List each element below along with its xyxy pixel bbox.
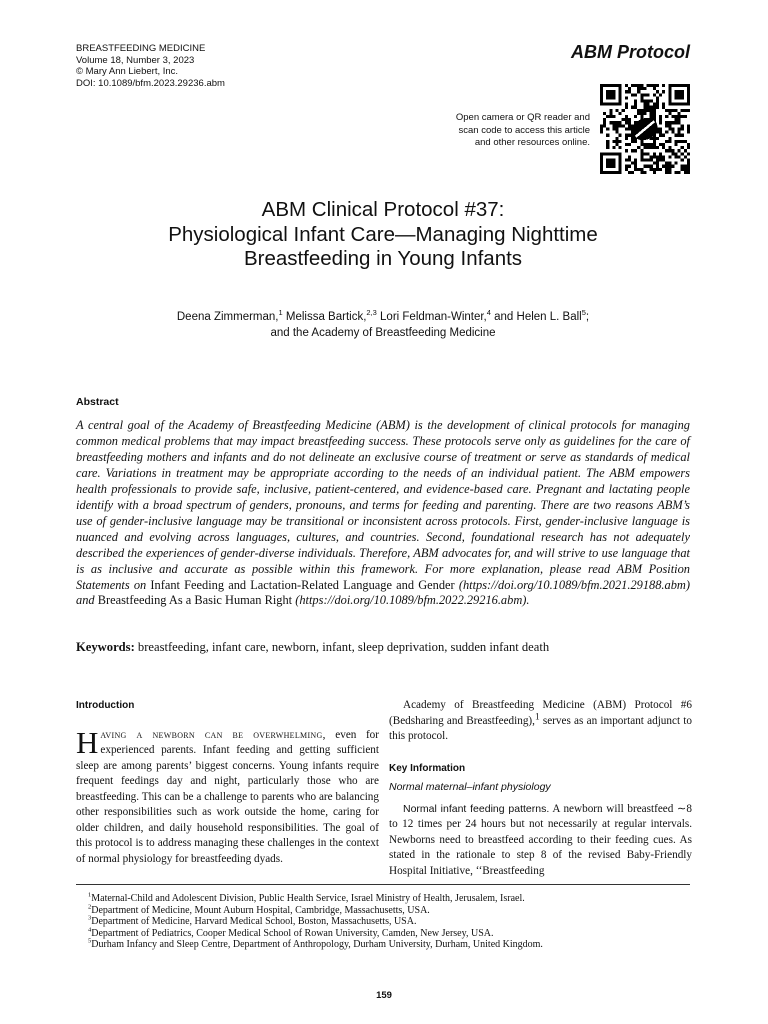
footnote-2-number: 2 <box>88 903 92 911</box>
physiology-subheading: Normal maternal–infant physiology <box>389 781 551 793</box>
author-line-1 <box>76 309 690 325</box>
footnote-3 <box>88 916 543 928</box>
protocol-reference-paragraph <box>389 698 692 745</box>
ref-para-end: serves as an important adjunct to this protocol. <box>389 714 692 742</box>
footnote-5-text: Durham Infancy and Sleep Centre, Department of Anthropology, Durham University, Durham, United Kingdom. <box>91 939 543 951</box>
introduction-heading: Introduction <box>76 700 135 711</box>
abstract-heading: Abstract <box>76 396 119 408</box>
author-4: and Helen L. Ball <box>490 311 582 323</box>
affiliation-footnotes <box>88 893 543 951</box>
footnote-3-text: Department of Medicine, Harvard Medical School, Boston, Massachusetts, USA. <box>91 916 417 928</box>
qr-line-2: scan code to access this article <box>458 124 590 136</box>
author-3-affil: 4 <box>486 308 491 318</box>
qr-line-3: and other resources online. <box>474 137 590 148</box>
feeding-patterns-text: A newborn will breastfeed ∼8 to 12 times per 24 hours but not necessarily at regular intervals. Newborns need to breastfeed according to their feeding cues. As stated in the rationale to step 8 of the revised Baby-Friendly Hospital Initiative, ‘‘Breastfeeding <box>389 802 692 877</box>
abstract-body: A central goal of the Academy of Breastfeeding Medicine (ABM) is the development of clinical protocols for managing common medical problems that may impact breastfeeding success. These protocols serve only as guidelines for the care of breastfeeding mothers and infants and do not delineate an exclusive course of treatment or serve as standards of medical care. Variations in treatment may be appropriate according to the needs of an individual patient. The ABM empowers health professionals to provide safe, inclusive, patient-centered, and evidence-based care. Pregnant and lactating people identify with a broad spectrum of genders, pronouns, and terms for feeding and parenting. There are two reasons ABM’s use of gender-inclusive language may be transitional or inconsistent across protocols. First, gender-inclusive language is nuanced and evolving across languages, cultures, and countries. Second, foundational research has not adequately described the experiences of gender-diverse individuals. Therefore, ABM advocates for, and will strive to use language that is as inclusive and accurate as possible within this framework. For more explanation, please read ABM Position Statements on <box>76 418 690 592</box>
abstract-ref-title-1: Infant Feeding and Lactation-Related Language and Gender <box>146 577 455 592</box>
footnote-3-number: 3 <box>88 914 92 922</box>
author-1-affil: 1 <box>278 308 283 318</box>
footnote-2-text: Department of Medicine, Mount Auburn Hospital, Cambridge, Massachusetts, USA. <box>91 904 430 916</box>
feeding-patterns-runin: Normal infant feeding patterns. <box>403 802 550 815</box>
drop-cap: H <box>76 724 99 760</box>
keywords <box>76 639 690 655</box>
ref-para-text: Academy of Breastfeeding Medicine (ABM) Protocol #6 (Bedsharing and Breastfeeding), <box>389 699 692 727</box>
journal-doi: DOI: 10.1089/bfm.2023.29236.abm <box>76 77 225 89</box>
journal-volume: Volume 18, Number 3, 2023 <box>76 54 195 66</box>
qr-instructions <box>430 112 590 150</box>
qr-code-icon[interactable] <box>600 84 690 174</box>
journal-copyright: © Mary Ann Liebert, Inc. <box>76 66 179 77</box>
title-line-2: Physiological Infant Care—Managing Nighttime <box>168 222 598 246</box>
intro-text: even for experienced parents. Infant feeding and getting sufficient sleep are among parents’ biggest concerns. Young infants require frequent feedings day and night, particularly those who are breastfeeding. This can be a challenge to parents who are balancing other responsibilities such as work outside the home, caring for older children, and daily household responsibilities. The goal of this protocol is to address managing these challenges in the context of normal physiology for breastfeeding dyads. <box>76 728 379 865</box>
author-list <box>76 309 690 341</box>
abstract-text <box>76 418 690 609</box>
footnote-1 <box>88 893 543 905</box>
footnote-5-number: 5 <box>88 938 92 946</box>
protocol-badge: ABM Protocol <box>571 42 690 62</box>
author-4-end: ; <box>585 311 590 323</box>
author-4-affil: 5 <box>581 308 586 318</box>
author-3: Lori Feldman-Winter, <box>376 311 487 323</box>
author-1: Deena Zimmerman, <box>176 311 279 323</box>
article-title <box>76 198 690 272</box>
footnote-1-text: Maternal-Child and Adolescent Division, Public Health Service, Israel Ministry of Health, Jerusalem, Israel. <box>91 893 525 904</box>
qr-line-1: Open camera or QR reader and <box>455 112 590 123</box>
right-column <box>389 698 692 879</box>
footnote-4-number: 4 <box>88 926 92 934</box>
feeding-patterns-paragraph <box>389 802 692 880</box>
introduction-paragraph <box>76 724 379 868</box>
author-2-affil: 2,3 <box>366 308 377 318</box>
left-column <box>76 698 379 867</box>
page-number: 159 <box>376 990 392 1001</box>
title-line-3: Breastfeeding in Young Infants <box>243 247 523 270</box>
footnote-5 <box>88 939 543 951</box>
intro-smallcaps: aving a newborn can be overwhelming, <box>100 728 326 741</box>
journal-info <box>76 43 225 89</box>
footnote-1-number: 1 <box>88 891 92 899</box>
title-line-1: ABM Clinical Protocol #37: <box>261 198 505 221</box>
journal-name: BREASTFEEDING MEDICINE <box>76 43 206 54</box>
footnote-4 <box>88 928 543 940</box>
abstract-ref-title-2: Breastfeeding As a Basic Human Right <box>94 593 293 608</box>
footnote-4-text: Department of Pediatrics, Cooper Medical School of Rowan University, Camden, New Jersey, USA. <box>91 927 494 939</box>
ref-para-sup: 1 <box>534 711 540 722</box>
author-2: Melissa Bartick, <box>282 311 367 323</box>
footnote-2 <box>88 905 543 917</box>
keywords-label: Keywords: <box>76 640 135 654</box>
abstract-ref-link-2: (https://doi.org/10.1089/bfm.2022.29216.abm). <box>292 593 530 608</box>
author-line-2: and the Academy of Breastfeeding Medicine <box>270 327 496 339</box>
keywords-text: breastfeeding, infant care, newborn, infant, sleep deprivation, sudden infant death <box>134 640 550 654</box>
footnote-divider <box>76 884 690 885</box>
abstract-ref-link-1: (https://doi.org/10.1089/bfm.2021.29188.abm) and <box>76 577 690 608</box>
key-information-heading: Key Information <box>389 762 466 774</box>
